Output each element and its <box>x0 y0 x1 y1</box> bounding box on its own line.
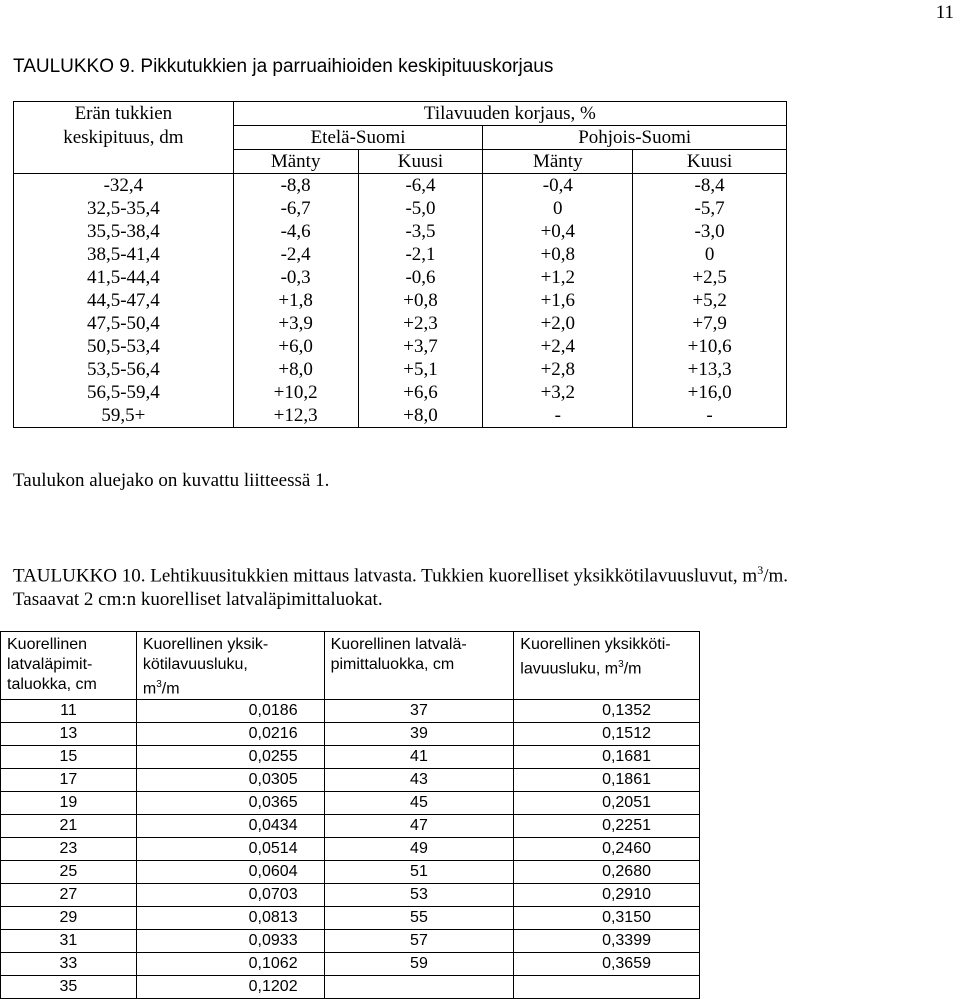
diameter-cell: 59 <box>324 953 514 976</box>
header-line: latvaläpimit- <box>7 656 93 673</box>
table-row <box>14 404 787 428</box>
header-sup: 3 <box>618 659 624 670</box>
table9-header-species: Kuusi <box>633 150 787 174</box>
volume-cell: 0,2910 <box>514 884 700 907</box>
table9-body <box>14 174 787 428</box>
header-line: /m <box>623 660 642 678</box>
diameter-cell: 49 <box>324 838 514 861</box>
volume-cell: 0,1681 <box>514 746 700 769</box>
volume-cell: 0,0604 <box>136 861 324 884</box>
correction-cell: 0 <box>483 197 633 220</box>
volume-cell: 0,0703 <box>136 884 324 907</box>
length-class-cell: 44,5-47,4 <box>14 289 234 312</box>
diameter-cell: 43 <box>324 769 514 792</box>
length-class-cell: 35,5-38,4 <box>14 220 234 243</box>
header-line: pimittaluokka, cm <box>330 656 455 673</box>
length-class-cell: 47,5-50,4 <box>14 312 234 335</box>
header-line: Kuorellinen yksik- <box>142 636 269 653</box>
table-row <box>14 289 787 312</box>
volume-cell: 0,3399 <box>514 930 700 953</box>
diameter-cell: 23 <box>1 838 137 861</box>
correction-cell: +16,0 <box>633 381 787 404</box>
correction-cell: +10,6 <box>633 335 787 358</box>
diameter-cell <box>324 976 514 999</box>
correction-cell: +2,4 <box>483 335 633 358</box>
volume-cell: 0,0186 <box>136 700 324 723</box>
diameter-cell: 13 <box>1 723 137 746</box>
table9-note: Taulukon aluejako on kuvattu liitteessä 1. <box>13 470 330 491</box>
table10-title-line2: Tasaavat 2 cm:n kuorelliset latvaläpimittaluokat. <box>13 589 383 611</box>
table10-title-text: TAULUKKO 10. Lehtikuusitukkien mittaus latvasta. Tukkien kuorelliset yksikkötilavuusluvut, m <box>13 565 758 587</box>
correction-cell: +13,3 <box>633 358 787 381</box>
header-line: m <box>142 680 157 698</box>
table10 <box>0 631 700 999</box>
diameter-cell: 19 <box>1 792 137 815</box>
correction-cell: +2,8 <box>483 358 633 381</box>
correction-cell: -8,4 <box>633 174 787 198</box>
correction-cell: +2,0 <box>483 312 633 335</box>
table-row <box>1 884 700 907</box>
volume-cell: 0,3659 <box>514 953 700 976</box>
correction-cell: -6,7 <box>233 197 358 220</box>
header-line: Kuorellinen latvalä- <box>330 636 467 653</box>
volume-cell: 0,3150 <box>514 907 700 930</box>
volume-cell: 0,0216 <box>136 723 324 746</box>
table9-header-length-unit: keskipituus, dm <box>14 126 234 150</box>
correction-cell: -3,0 <box>633 220 787 243</box>
volume-cell: 0,2251 <box>514 815 700 838</box>
volume-cell: 0,1352 <box>514 700 700 723</box>
diameter-cell: 35 <box>1 976 137 999</box>
diameter-cell: 41 <box>324 746 514 769</box>
diameter-cell: 37 <box>324 700 514 723</box>
table-row <box>1 861 700 884</box>
header-line: Kuorellinen <box>7 636 88 653</box>
table-row <box>1 838 700 861</box>
volume-cell: 0,0514 <box>136 838 324 861</box>
diameter-cell: 17 <box>1 769 137 792</box>
table-row <box>14 243 787 266</box>
diameter-cell: 53 <box>324 884 514 907</box>
volume-cell: 0,0305 <box>136 769 324 792</box>
diameter-cell: 39 <box>324 723 514 746</box>
correction-cell: +1,8 <box>233 289 358 312</box>
table-row <box>14 174 787 198</box>
table-row <box>14 197 787 220</box>
table9-title: TAULUKKO 9. Pikkutukkien ja parruaihioiden keskipituuskorjaus <box>13 56 554 77</box>
correction-cell: +8,0 <box>233 358 358 381</box>
correction-cell: -3,5 <box>358 220 483 243</box>
diameter-cell: 25 <box>1 861 137 884</box>
header-sup: 3 <box>156 679 162 690</box>
table9-header-species: Mänty <box>483 150 633 174</box>
correction-cell: +8,0 <box>358 404 483 428</box>
length-class-cell: 59,5+ <box>14 404 234 428</box>
length-class-cell: 32,5-35,4 <box>14 197 234 220</box>
diameter-cell: 15 <box>1 746 137 769</box>
correction-cell: +0,8 <box>358 289 483 312</box>
diameter-cell: 57 <box>324 930 514 953</box>
volume-cell <box>514 976 700 999</box>
table-row <box>1 976 700 999</box>
correction-cell: +7,9 <box>633 312 787 335</box>
table9 <box>13 101 787 428</box>
table-row <box>14 220 787 243</box>
correction-cell: -5,0 <box>358 197 483 220</box>
diameter-cell: 11 <box>1 700 137 723</box>
table9-header-north: Pohjois-Suomi <box>483 126 787 150</box>
table-row <box>1 723 700 746</box>
table9-header-species: Mänty <box>233 150 358 174</box>
volume-cell: 0,1861 <box>514 769 700 792</box>
correction-cell: -5,7 <box>633 197 787 220</box>
volume-cell: 0,2460 <box>514 838 700 861</box>
length-class-cell: 56,5-59,4 <box>14 381 234 404</box>
length-class-cell: 50,5-53,4 <box>14 335 234 358</box>
correction-cell: -8,8 <box>233 174 358 198</box>
correction-cell: +3,7 <box>358 335 483 358</box>
volume-cell: 0,0813 <box>136 907 324 930</box>
correction-cell: -0,6 <box>358 266 483 289</box>
header-line: Kuorellinen yksikköti- <box>520 636 671 653</box>
table10-header-diameter-left <box>1 632 137 700</box>
correction-cell: +2,3 <box>358 312 483 335</box>
volume-cell: 0,1512 <box>514 723 700 746</box>
table10-title <box>13 558 953 612</box>
table10-header-volume-left <box>136 632 324 700</box>
correction-cell: -4,6 <box>233 220 358 243</box>
correction-cell: -0,4 <box>483 174 633 198</box>
table-row <box>14 335 787 358</box>
volume-cell: 0,2680 <box>514 861 700 884</box>
correction-cell: -0,3 <box>233 266 358 289</box>
length-class-cell: 53,5-56,4 <box>14 358 234 381</box>
diameter-cell: 27 <box>1 884 137 907</box>
table10-title-sup: 3 <box>757 563 764 577</box>
table-row <box>14 312 787 335</box>
volume-cell: 0,0255 <box>136 746 324 769</box>
diameter-cell: 21 <box>1 815 137 838</box>
table9-header-group: Tilavuuden korjaus, % <box>233 102 786 126</box>
diameter-cell: 45 <box>324 792 514 815</box>
correction-cell: -2,4 <box>233 243 358 266</box>
header-line: kötilavuusluku, <box>142 656 248 673</box>
table-row <box>14 381 787 404</box>
table-row <box>14 358 787 381</box>
diameter-cell: 29 <box>1 907 137 930</box>
table-row <box>1 700 700 723</box>
length-class-cell: 38,5-41,4 <box>14 243 234 266</box>
page-number: 11 <box>935 2 954 23</box>
correction-cell: - <box>633 404 787 428</box>
correction-cell: - <box>483 404 633 428</box>
correction-cell: -6,4 <box>358 174 483 198</box>
diameter-cell: 33 <box>1 953 137 976</box>
table-row <box>1 792 700 815</box>
volume-cell: 0,2051 <box>514 792 700 815</box>
volume-cell: 0,0933 <box>136 930 324 953</box>
table10-header-volume-right <box>514 632 700 700</box>
volume-cell: 0,1062 <box>136 953 324 976</box>
correction-cell: +3,9 <box>233 312 358 335</box>
correction-cell: +1,6 <box>483 289 633 312</box>
diameter-cell: 55 <box>324 907 514 930</box>
correction-cell: -2,1 <box>358 243 483 266</box>
table-row <box>1 769 700 792</box>
table-row <box>1 746 700 769</box>
diameter-cell: 31 <box>1 930 137 953</box>
header-line: /m <box>161 680 180 698</box>
correction-cell: +12,3 <box>233 404 358 428</box>
correction-cell: +5,2 <box>633 289 787 312</box>
volume-cell: 0,0365 <box>136 792 324 815</box>
diameter-cell: 47 <box>324 815 514 838</box>
table9-header-length: Erän tukkien <box>14 102 234 126</box>
table-row <box>1 907 700 930</box>
table-row <box>1 953 700 976</box>
table-row <box>1 815 700 838</box>
correction-cell: +1,2 <box>483 266 633 289</box>
correction-cell: 0 <box>633 243 787 266</box>
length-class-cell: 41,5-44,4 <box>14 266 234 289</box>
correction-cell: +2,5 <box>633 266 787 289</box>
correction-cell: +5,1 <box>358 358 483 381</box>
length-class-cell: -32,4 <box>14 174 234 198</box>
header-line: taluokka, cm <box>7 676 97 693</box>
table-row <box>1 930 700 953</box>
header-line: lavuusluku, m <box>520 660 619 678</box>
table9-header-south: Etelä-Suomi <box>233 126 483 150</box>
correction-cell: +10,2 <box>233 381 358 404</box>
volume-cell: 0,1202 <box>136 976 324 999</box>
correction-cell: +6,0 <box>233 335 358 358</box>
table10-title-unit: /m. <box>763 565 788 587</box>
volume-cell: 0,0434 <box>136 815 324 838</box>
table10-header-diameter-right <box>324 632 514 700</box>
correction-cell: +6,6 <box>358 381 483 404</box>
correction-cell: +3,2 <box>483 381 633 404</box>
table9-header-species: Kuusi <box>358 150 483 174</box>
correction-cell: +0,8 <box>483 243 633 266</box>
table9-header-empty <box>14 150 234 174</box>
table10-body <box>1 700 700 999</box>
table-row <box>14 266 787 289</box>
correction-cell: +0,4 <box>483 220 633 243</box>
diameter-cell: 51 <box>324 861 514 884</box>
